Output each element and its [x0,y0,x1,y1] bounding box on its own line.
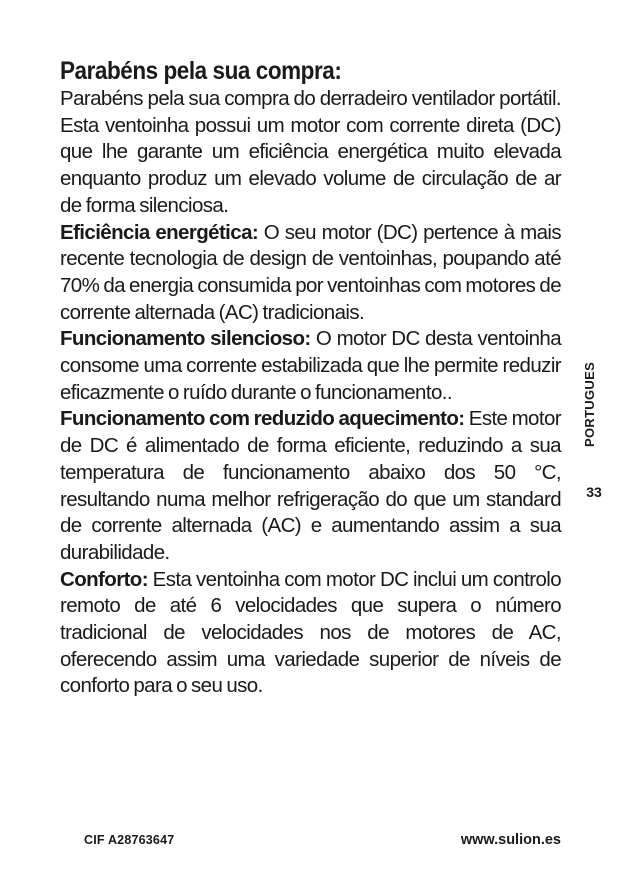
comfort-paragraph [60,567,561,701]
footer-website: www.sulion.es [460,832,561,848]
energy-efficiency-heading: Eficiência energética: [60,220,259,244]
low-heating-text: Este motor de DC é alimentado de forma eficiente, reduzindo a sua temperatura de funcionamento abaixo dos 50 °C, resultando numa melhor refrigeração do que um standard de corrente alternada (AC) e aumentando assim a sua durabilidade. [60,407,561,564]
energy-efficiency-text: O seu motor (DC) pertence à mais recente tecnologia de design de ventoinhas, poupando até 70% da energia consumida por ventoinhas com motores de corrente alternada (AC) tradicionais. [60,220,561,324]
energy-efficiency-paragraph [60,220,561,327]
intro-text: Parabéns pela sua compra do derradeiro ventilador portátil. Esta ventoinha possui um motor com corrente direta (DC) que lhe garante um eficiência energética muito elevada enquanto produz um elevado volume de circulação de ar de forma silenciosa. [60,87,561,217]
page-title: Parabéns pela sua compra: [60,57,342,85]
comfort-heading: Conforto: [60,567,148,591]
page-number: 33 [586,484,602,500]
low-heating-paragraph [60,406,561,566]
silent-operation-text: O motor DC desta ventoinha consome uma corrente estabilizada que lhe permite reduzir eficazmente o ruído durante o funcionamento.. [60,327,561,404]
language-side-label: PORTUGUES [582,361,597,447]
silent-operation-paragraph [60,326,561,406]
intro-paragraph [60,86,561,220]
low-heating-heading: Funcionamento com reduzido aquecimento: [60,407,465,431]
main-content [60,56,561,700]
comfort-text: Esta ventoinha com motor DC inclui um controlo remoto de até 6 velocidades que supera o número tradicional de velocidades nos de motores de AC, oferecendo assim uma variedade superior de níveis de conforto para o seu uso. [60,567,561,698]
silent-operation-heading: Funcionamento silencioso: [60,327,311,351]
footer-cif: CIF A28763647 [84,833,175,847]
